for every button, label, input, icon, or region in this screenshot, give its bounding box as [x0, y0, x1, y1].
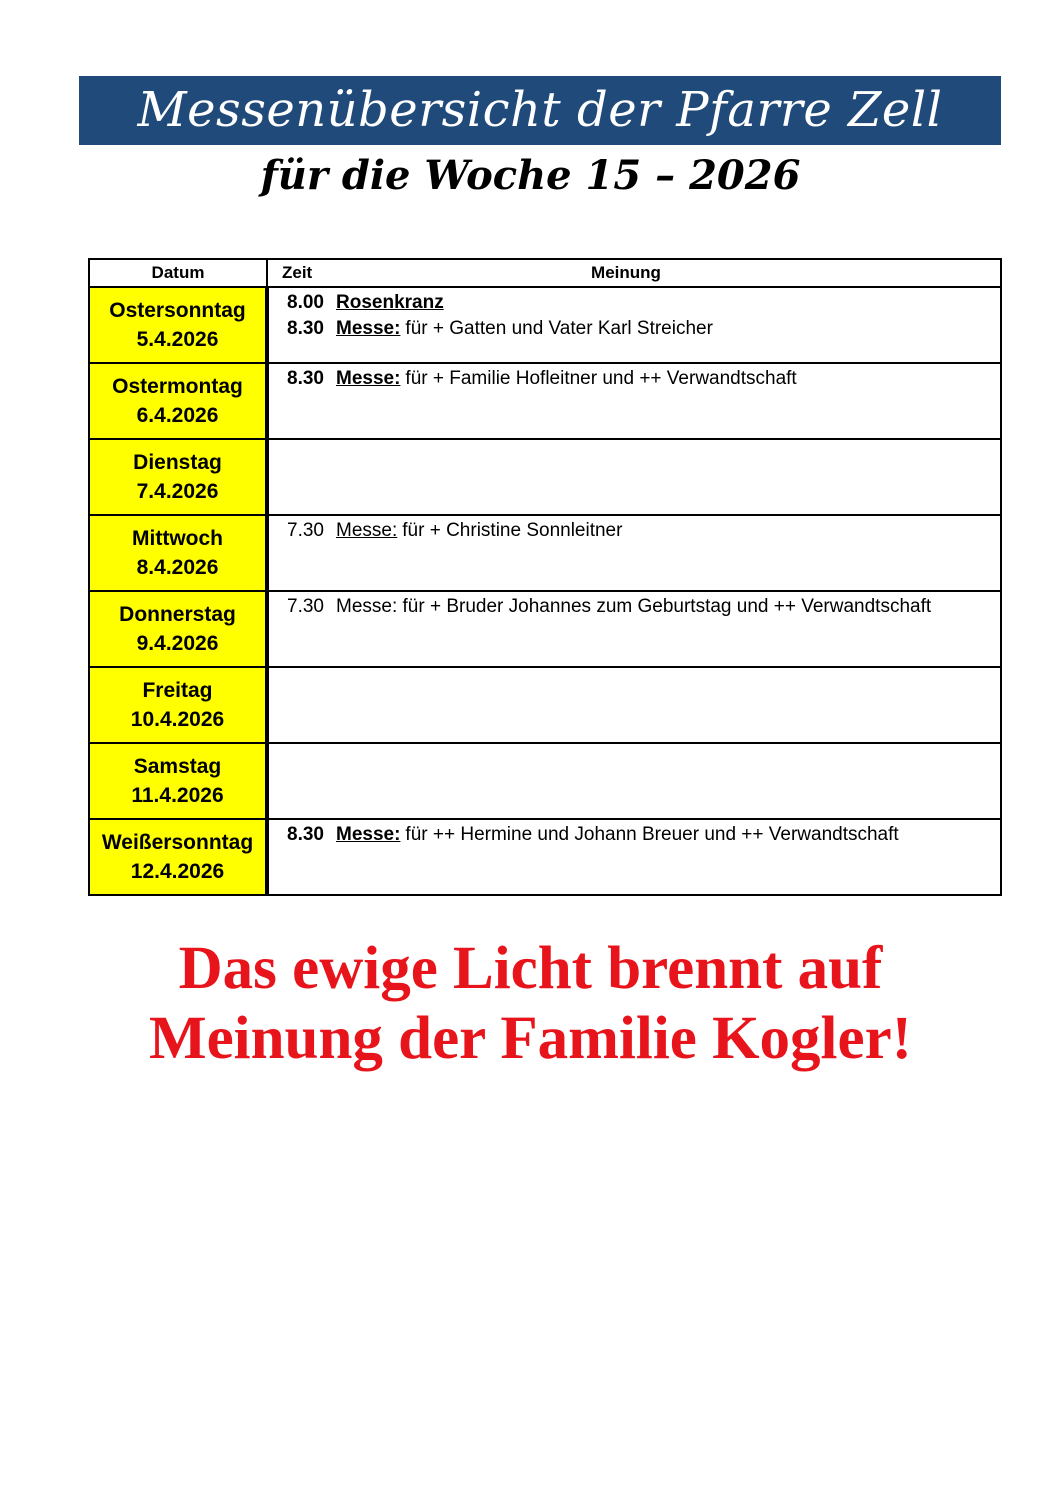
mass-entry	[287, 518, 1000, 544]
table-row	[89, 287, 1001, 363]
date-cell	[89, 819, 267, 895]
intention-cell	[267, 743, 1001, 819]
intention-cell	[267, 667, 1001, 743]
intention-cell	[267, 515, 1001, 591]
date-label: 5.4.2026	[136, 328, 219, 351]
mass-intention: für + Gatten und Vater Karl Streicher	[405, 318, 713, 339]
date-label: 9.4.2026	[136, 632, 219, 655]
mass-entry	[287, 594, 1000, 620]
date-cell	[89, 591, 267, 667]
weekday-label: Samstag	[133, 755, 222, 778]
mass-intention: für + Familie Hofleitner und ++ Verwandtschaft	[405, 368, 797, 389]
date-label: 12.4.2026	[130, 860, 225, 883]
mass-schedule-table	[88, 258, 1002, 896]
mass-entry	[287, 822, 1000, 848]
weekday-label: Ostersonntag	[109, 299, 246, 322]
date-cell	[89, 515, 267, 591]
mass-entry	[287, 366, 1000, 392]
mass-time: 7.30	[287, 596, 324, 617]
mass-time: 8.30	[287, 318, 324, 339]
date-cell	[89, 667, 267, 743]
date-cell	[89, 287, 267, 363]
column-header-datum: Datum	[89, 259, 267, 287]
mass-intention: Messe: für + Bruder Johannes zum Geburtstag und ++ Verwandtschaft	[336, 596, 932, 617]
date-label: 11.4.2026	[131, 784, 224, 807]
intention-cell	[267, 287, 1001, 363]
column-header-zeit-meinung	[267, 259, 1001, 287]
table-row	[89, 819, 1001, 895]
mass-entry	[287, 316, 1000, 342]
mass-type: Rosenkranz	[336, 292, 444, 313]
table-row	[89, 667, 1001, 743]
table-row	[89, 363, 1001, 439]
mass-type: Messe:	[336, 368, 401, 389]
weekday-label: Ostermontag	[112, 375, 243, 398]
date-label: 6.4.2026	[136, 404, 219, 427]
mass-time: 8.30	[287, 824, 324, 845]
weekday-label: Mittwoch	[132, 527, 223, 550]
weekday-label: Freitag	[142, 679, 213, 702]
mass-time: 8.30	[287, 368, 324, 389]
date-label: 7.4.2026	[136, 480, 219, 503]
date-label: 10.4.2026	[130, 708, 225, 731]
date-cell	[89, 439, 267, 515]
weekday-label: Weißersonntag	[101, 831, 254, 854]
page-title: Messenübersicht der Pfarre Zell	[79, 76, 1001, 145]
weekday-label: Donnerstag	[119, 603, 236, 626]
mass-entry	[287, 290, 1000, 316]
table-header-row	[89, 259, 1001, 287]
intention-cell	[267, 819, 1001, 895]
table-row	[89, 743, 1001, 819]
column-header-meinung: Meinung	[591, 263, 661, 282]
table-row	[89, 439, 1001, 515]
week-subtitle: für die Woche 15 – 2026	[260, 152, 801, 199]
eternal-light-notice	[0, 934, 1061, 1074]
mass-type: Messe:	[336, 520, 398, 541]
date-cell	[89, 743, 267, 819]
date-cell	[89, 363, 267, 439]
schedule-body	[89, 287, 1001, 895]
mass-time: 8.00	[287, 292, 324, 313]
mass-type: Messe:	[336, 824, 401, 845]
table-row	[89, 515, 1001, 591]
notice-line-2: Meinung der Familie Kogler!	[149, 1005, 912, 1072]
table-row	[89, 591, 1001, 667]
mass-intention: für + Christine Sonnleitner	[402, 520, 623, 541]
intention-cell	[267, 439, 1001, 515]
intention-cell	[267, 363, 1001, 439]
mass-type: Messe:	[336, 318, 401, 339]
weekday-label: Dienstag	[133, 451, 222, 474]
column-header-zeit: Zeit	[282, 263, 313, 282]
mass-time: 7.30	[287, 520, 324, 541]
intention-cell	[267, 591, 1001, 667]
mass-intention: für ++ Hermine und Johann Breuer und ++ Verwandtschaft	[405, 824, 899, 845]
date-label: 8.4.2026	[136, 556, 219, 579]
notice-line-1: Das ewige Licht brennt auf	[178, 935, 883, 1002]
